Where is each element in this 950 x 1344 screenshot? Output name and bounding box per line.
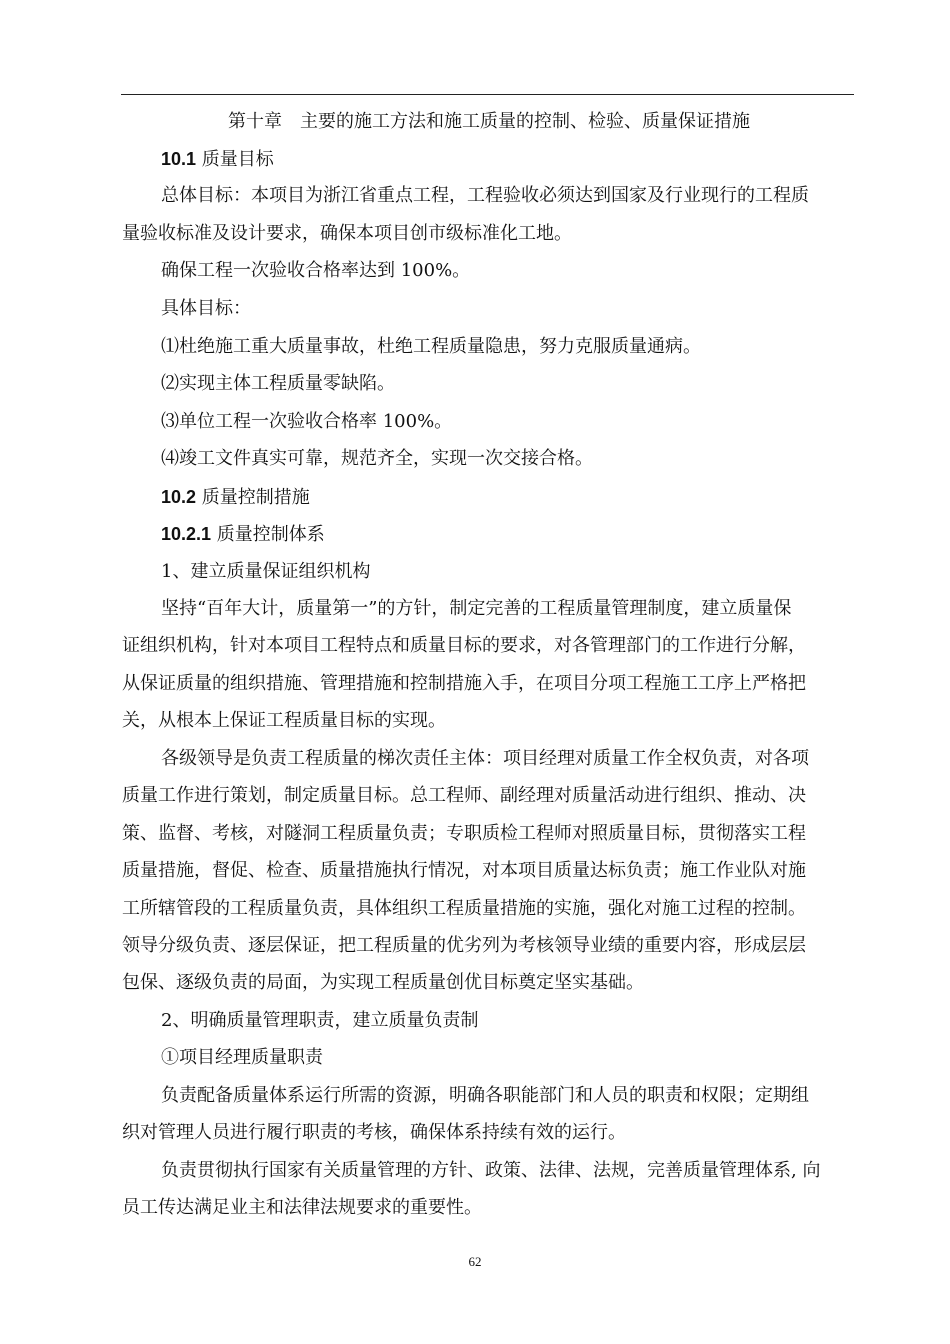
page-number: 62 <box>468 1254 482 1269</box>
sub-item: ①项目经理质量职责 <box>161 1047 323 1068</box>
paragraph-line: 质量措施，督促、检查、质量措施执行情况，对本项目质量达标负责；施工作业队对施 <box>122 860 806 881</box>
section-title: 质量目标 <box>201 149 274 170</box>
goal-item: ⑶单位工程一次验收合格率 100%。 <box>161 411 453 432</box>
specific-goals-label: 具体目标： <box>161 298 251 319</box>
paragraph-line: 从保证质量的组织措施、管理措施和控制措施入手，在项目分项工程施工工序上严格把 <box>122 673 806 694</box>
paragraph-line: 证组织机构，针对本项目工程特点和质量目标的要求，对各管理部门的工作进行分解， <box>122 635 806 656</box>
paragraph-line: 负责配备质量体系运行所需的资源，明确各职能部门和人员的职责和权限；定期组 <box>161 1085 809 1106</box>
goal-item: ⑵实现主体工程质量零缺陷。 <box>161 373 395 394</box>
section-heading-10-2 <box>161 485 310 510</box>
goal-item: ⑷竣工文件真实可靠，规范齐全，实现一次交接合格。 <box>161 448 593 469</box>
paragraph-line: 负责贯彻执行国家有关质量管理的方针、政策、法律、法规，完善质量管理体系, 向 <box>161 1160 821 1181</box>
section-number: 10.2 <box>161 487 197 507</box>
paragraph-line: 各级领导是负责工程质量的梯次责任主体：项目经理对质量工作全权负责，对各项 <box>161 748 809 769</box>
section-number: 10.1 <box>161 149 197 169</box>
section-heading-10-2-1 <box>161 522 325 547</box>
paragraph-line: 质量工作进行策划，制定质量目标。总工程师、副经理对质量活动进行组织、推动、决 <box>122 785 806 806</box>
paragraph-line: 包保、逐级负责的局面，为实现工程质量创优目标奠定坚实基础。 <box>122 972 644 993</box>
paragraph-line: 员工传达满足业主和法律法规要求的重要性。 <box>122 1197 482 1218</box>
once-pass-rate: 确保工程一次验收合格率达到 100%。 <box>161 260 471 281</box>
paragraph-line: 策、监督、考核，对隧洞工程质量负责；专职质检工程师对照质量目标，贯彻落实工程 <box>122 823 806 844</box>
paragraph-line: 关，从根本上保证工程质量目标的实现。 <box>122 710 446 731</box>
chapter-title: 第十章 主要的施工方法和施工质量的控制、检验、质量保证措施 <box>228 111 750 132</box>
paragraph-line: 坚持“百年大计，质量第一”的方针，制定完善的工程质量管理制度，建立质量保 <box>161 598 792 619</box>
goal-item: ⑴杜绝施工重大质量事故，杜绝工程质量隐患，努力克服质量通病。 <box>161 336 701 357</box>
list-item-2: 2、明确质量管理职责，建立质量负责制 <box>161 1010 479 1031</box>
overall-goal-line-1: 总体目标：本项目为浙江省重点工程，工程验收必须达到国家及行业现行的工程质 <box>161 185 809 206</box>
list-item-1: 1、建立质量保证组织机构 <box>161 561 371 582</box>
paragraph-line: 工所辖管段的工程质量负责，具体组织工程质量措施的实施，强化对施工过程的控制。 <box>122 898 806 919</box>
section-number: 10.2.1 <box>161 524 212 544</box>
paragraph-line: 领导分级负责、逐层保证，把工程质量的优劣列为考核领导业绩的重要内容，形成层层 <box>122 935 806 956</box>
paragraph-line: 织对管理人员进行履行职责的考核，确保体系持续有效的运行。 <box>122 1122 626 1143</box>
section-heading-10-1 <box>161 147 274 172</box>
header-rule <box>121 94 854 95</box>
section-title: 质量控制措施 <box>201 487 310 508</box>
overall-goal-line-2: 量验收标准及设计要求，确保本项目创市级标准化工地。 <box>122 223 572 244</box>
section-title: 质量控制体系 <box>216 524 325 545</box>
